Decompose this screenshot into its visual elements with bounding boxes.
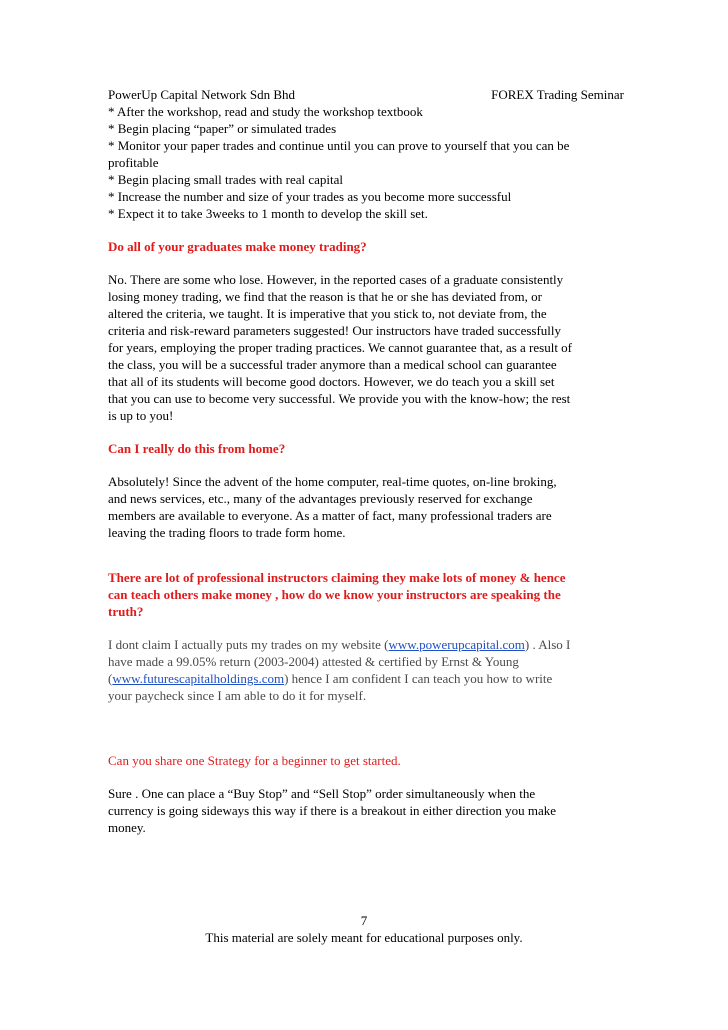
answer-line: altered the criteria, we taught. It is imperative that you stick to, not deviate from, the bbox=[108, 306, 547, 321]
answer-line: losing money trading, we find that the reason is that he or she has deviated from, or bbox=[108, 289, 542, 304]
list-item: * Increase the number and size of your trades as you become more successful bbox=[108, 189, 512, 204]
bullet-list bbox=[108, 103, 628, 222]
faq-answer-home bbox=[108, 473, 628, 541]
page-header bbox=[108, 86, 624, 103]
list-item: * Begin placing small trades with real capital bbox=[108, 172, 344, 187]
faq-question-home: Can I really do this from home? bbox=[108, 441, 286, 456]
answer-line: for years, employing the proper trading practices. We cannot guarantee that, as a result of bbox=[108, 340, 573, 355]
answer-line: that all of its students will become good doctors. However, we do teach you a skill set bbox=[108, 374, 555, 389]
list-item: * Monitor your paper trades and continue until you can prove to yourself that you can be bbox=[108, 138, 570, 153]
list-item: * After the workshop, read and study the workshop textbook bbox=[108, 104, 423, 119]
page-number: 7 bbox=[360, 913, 368, 928]
faq-question-graduates: Do all of your graduates make money trading? bbox=[108, 239, 367, 254]
company-name: PowerUp Capital Network Sdn Bhd bbox=[108, 87, 296, 102]
answer-line: money. bbox=[108, 820, 146, 835]
answer-line: and news services, etc., many of the advantages previously reserved for exchange bbox=[108, 491, 533, 506]
list-item: * Expect it to take 3weeks to 1 month to develop the skill set. bbox=[108, 206, 428, 221]
futurescapitalholdings-link[interactable]: www.futurescapitalholdings.com bbox=[112, 671, 285, 686]
faq-question-strategy: Can you share one Strategy for a beginner to get started. bbox=[108, 753, 401, 768]
answer-line: members are available to everyone. As a matter of fact, many professional traders are bbox=[108, 508, 552, 523]
answer-line: Absolutely! Since the advent of the home computer, real-time quotes, on-line broking, bbox=[108, 474, 557, 489]
answer-line: leaving the trading floors to trade form home. bbox=[108, 525, 346, 540]
answer-line: the class, you will be a successful trader anymore than a medical school can guarantee bbox=[108, 357, 557, 372]
document-page bbox=[108, 86, 628, 836]
powerupcapital-link[interactable]: www.powerupcapital.com bbox=[388, 637, 525, 652]
answer-line: criteria and risk-reward parameters suggested! Our instructors have traded successfully bbox=[108, 323, 562, 338]
disclaimer-text: This material are solely meant for educational purposes only. bbox=[205, 930, 523, 945]
answer-line: Sure . One can place a “Buy Stop” and “Sell Stop” order simultaneously when the bbox=[108, 786, 536, 801]
answer-line: currency is going sideways this way if there is a breakout in either direction you make bbox=[108, 803, 557, 818]
answer-line: No. There are some who lose. However, in the reported cases of a graduate consistently bbox=[108, 272, 564, 287]
page-footer bbox=[0, 912, 728, 946]
answer-line: is up to you! bbox=[108, 408, 174, 423]
seminar-title: FOREX Trading Seminar bbox=[491, 87, 624, 102]
faq-question-instructors: There are lot of professional instructors claiming they make lots of money & hence can teach others make money , how do we know your instructors are speaking the truth? bbox=[108, 570, 566, 619]
faq-answer-strategy bbox=[108, 785, 628, 836]
faq-answer-graduates bbox=[108, 271, 628, 424]
list-item: * Begin placing “paper” or simulated trades bbox=[108, 121, 337, 136]
list-item: profitable bbox=[108, 155, 159, 170]
answer-line: that you can use to become very successful. We provide you with the know-how; the rest bbox=[108, 391, 571, 406]
faq-answer-instructors: I dont claim I actually puts my trades on my website (www.powerupcapital.com) . Also I have made a 99.05% return (2003-2004) attested & certified by Ernst & Young (www.futurescapitalholdings.com) hence I am confident I can teach you how to write your paycheck since I am able to do it for myself. bbox=[108, 637, 571, 703]
